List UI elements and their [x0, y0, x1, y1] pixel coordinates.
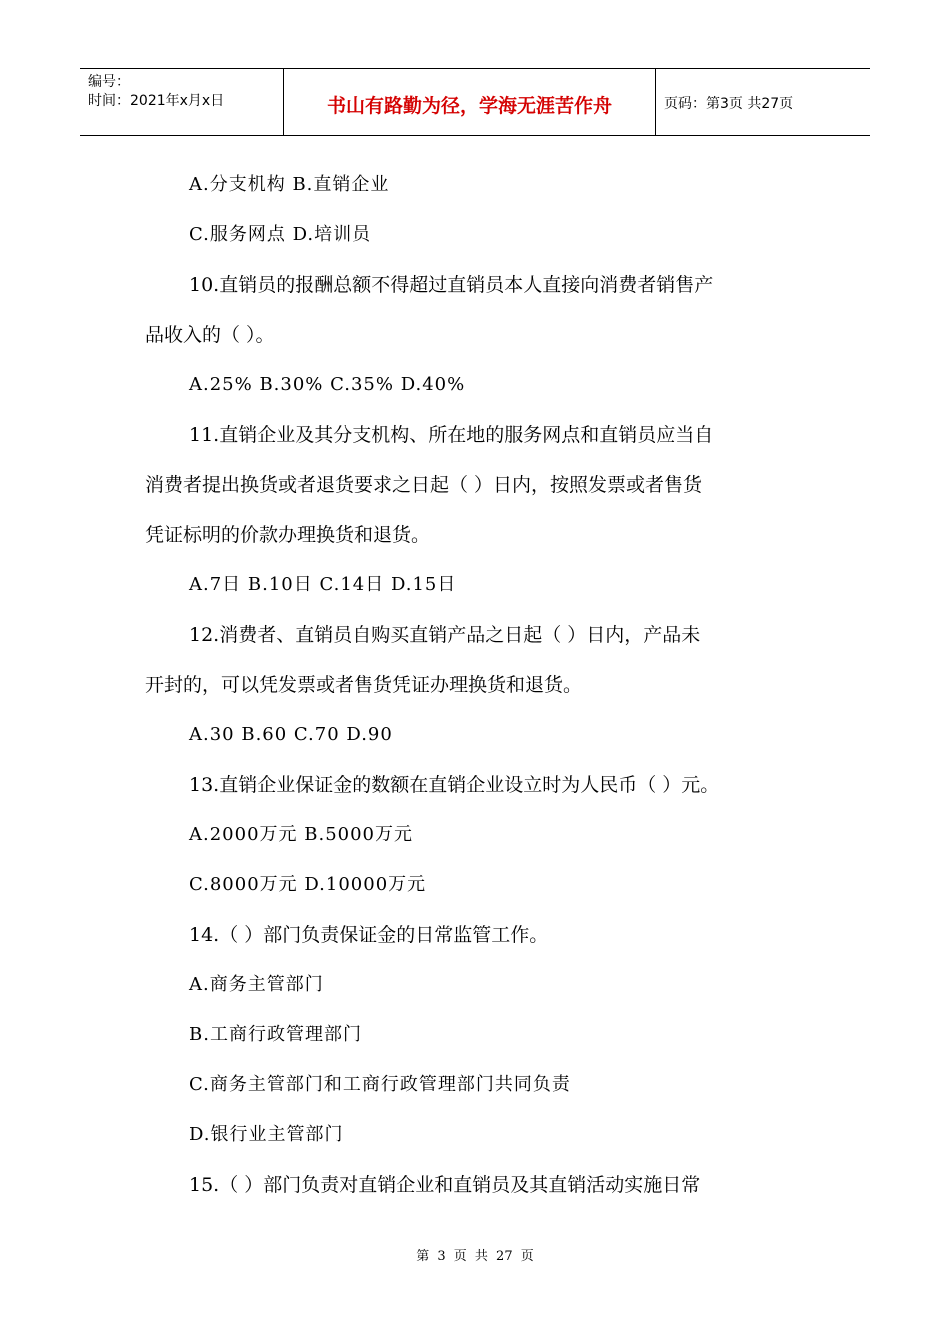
question-13: 13.直销企业保证金的数额在直销企业设立时为人民币（ ）元。: [189, 774, 720, 796]
question-option-line: C.服务网点 D.培训员: [189, 224, 372, 245]
question-13-options: A.2000万元 B.5000万元: [189, 824, 414, 845]
page-footer: 第 3 页 共 27 页: [416, 1249, 534, 1264]
question-14-option-a: A.商务主管部门: [189, 974, 324, 995]
header-motto: 书山有路勤为径，学海无涯苦作舟: [283, 69, 656, 135]
document-body: [145, 160, 815, 1210]
question-10-continued: 品收入的（ ）。: [145, 324, 275, 346]
header-date-label: 时间：2021年x月x日: [88, 93, 225, 109]
question-11-options: A.7日 B.10日 C.14日 D.15日: [189, 574, 457, 595]
question-14-option-d: D.银行业主管部门: [189, 1124, 344, 1145]
header-meta: [80, 69, 283, 135]
question-14: 14.（ ）部门负责保证金的日常监管工作。: [189, 924, 549, 946]
question-14-option-c: C.商务主管部门和工商行政管理部门共同负责: [189, 1074, 571, 1095]
question-10: 10.直销员的报酬总额不得超过直销员本人直接向消费者销售产: [189, 274, 714, 296]
question-15: 15.（ ）部门负责对直销企业和直销员及其直销活动实施日常: [189, 1174, 701, 1196]
question-12-options: A.30 B.60 C.70 D.90: [189, 724, 393, 745]
header-page-info: 页码：第3页 共27页: [664, 96, 794, 112]
question-10-options: A.25% B.30% C.35% D.40%: [189, 374, 466, 395]
header-number-label: 编号：: [88, 74, 130, 90]
question-12: 12.消费者、直销员自购买直销产品之日起（ ）日内，产品未: [189, 624, 701, 646]
question-option-line: A.分支机构 B.直销企业: [189, 174, 390, 195]
question-11-continued: 消费者提出换货或者退货要求之日起（ ）日内，按照发票或者售货: [145, 474, 703, 496]
question-12-continued: 开封的，可以凭发票或者售货凭证办理换货和退货。: [145, 674, 583, 696]
question-14-option-b: B.工商行政管理部门: [189, 1024, 362, 1045]
question-11-continued: 凭证标明的价款办理换货和退货。: [145, 524, 431, 546]
question-13-options: C.8000万元 D.10000万元: [189, 874, 427, 895]
page-header: [80, 68, 870, 136]
question-11: 11.直销企业及其分支机构、所在地的服务网点和直销员应当自: [189, 424, 714, 446]
